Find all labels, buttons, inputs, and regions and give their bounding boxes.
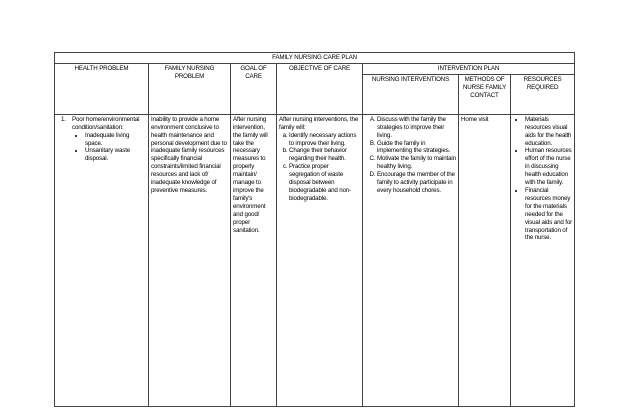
resources-list xyxy=(513,116,572,243)
resource-item: • Human resources effort of the nurse in discussing health education with the family. xyxy=(525,147,572,187)
header-goal-of-care: GOAL OF CARE xyxy=(231,63,277,114)
header-family-nursing-problem: FAMILY NURSING PROBLEM xyxy=(149,63,231,114)
nursing-intervention-item: C. Motivate the family to maintain healthy living. xyxy=(377,155,456,171)
family-nursing-care-plan-table xyxy=(54,52,575,407)
health-problem-bullet: • Unsanitary waste disposal. xyxy=(85,147,146,163)
objective-item: a. Identify necessary actions to improve their living. xyxy=(289,132,360,148)
resource-item: • Financial resources money for the materials needed for the visual aids and for transportation of the nurse. xyxy=(525,187,572,242)
cell-goal-of-care: After nursing intervention, the family will take the necessary measures to properly maintain/ manage to improve the family's environment and good/ proper sanitation. xyxy=(231,114,277,406)
header-objective-of-care: OBJECTIVE OF CARE xyxy=(277,63,363,114)
cell-health-problem xyxy=(55,114,149,406)
health-problem-bullet: • Inadequate living space. xyxy=(85,132,146,148)
nursing-intervention-item: D. Encourage the member of the family to activity participate in every household chores. xyxy=(377,171,456,195)
header-resources-required: RESOURCES REQUIRED xyxy=(511,74,575,114)
objective-intro: After nursing interventions, the family will: xyxy=(279,115,359,131)
care-plan-title: FAMILY NURSING CARE PLAN xyxy=(55,53,575,64)
health-problem-bullets xyxy=(72,132,146,164)
header-intervention-plan: INTERVENTION PLAN xyxy=(363,63,575,74)
header-methods-of-contact: METHODS OF NURSE FAMILY CONTACT xyxy=(459,74,511,114)
cell-nursing-interventions xyxy=(363,114,459,406)
header-nursing-interventions: NURSING INTERVENTIONS xyxy=(363,74,459,114)
resource-item: • Materials resources visual aids for the health education. xyxy=(525,116,572,148)
nursing-intervention-item: B. Guide the family in implementing the strategies. xyxy=(377,140,456,156)
objective-list xyxy=(279,132,360,203)
health-problem-number: 1. xyxy=(61,115,66,123)
objective-item: c. Practice proper segregation of waste disposal between biodegradable and non-biodegradable. xyxy=(289,163,360,203)
cell-objective-of-care xyxy=(277,114,363,406)
objective-item: b. Change their behavior regarding their health. xyxy=(289,147,360,163)
header-health-problem: HEALTH PROBLEM xyxy=(55,63,149,114)
nursing-interventions-list xyxy=(367,116,456,195)
cell-family-nursing-problem: Inability to provide a home environment conclusive to health maintenance and personal development due to inadequate family resources specifically financial constraints/limited financial resources and lack of/ inadequate knowledge of preventive measures. xyxy=(149,114,231,406)
health-problem-main: Poor home/environmental condition/sanitation: xyxy=(72,115,140,131)
cell-methods-of-contact: Home visit xyxy=(459,114,511,406)
nursing-intervention-item: A. Discuss with the family the strategies to improve their living. xyxy=(377,116,456,140)
cell-resources-required xyxy=(511,114,575,406)
